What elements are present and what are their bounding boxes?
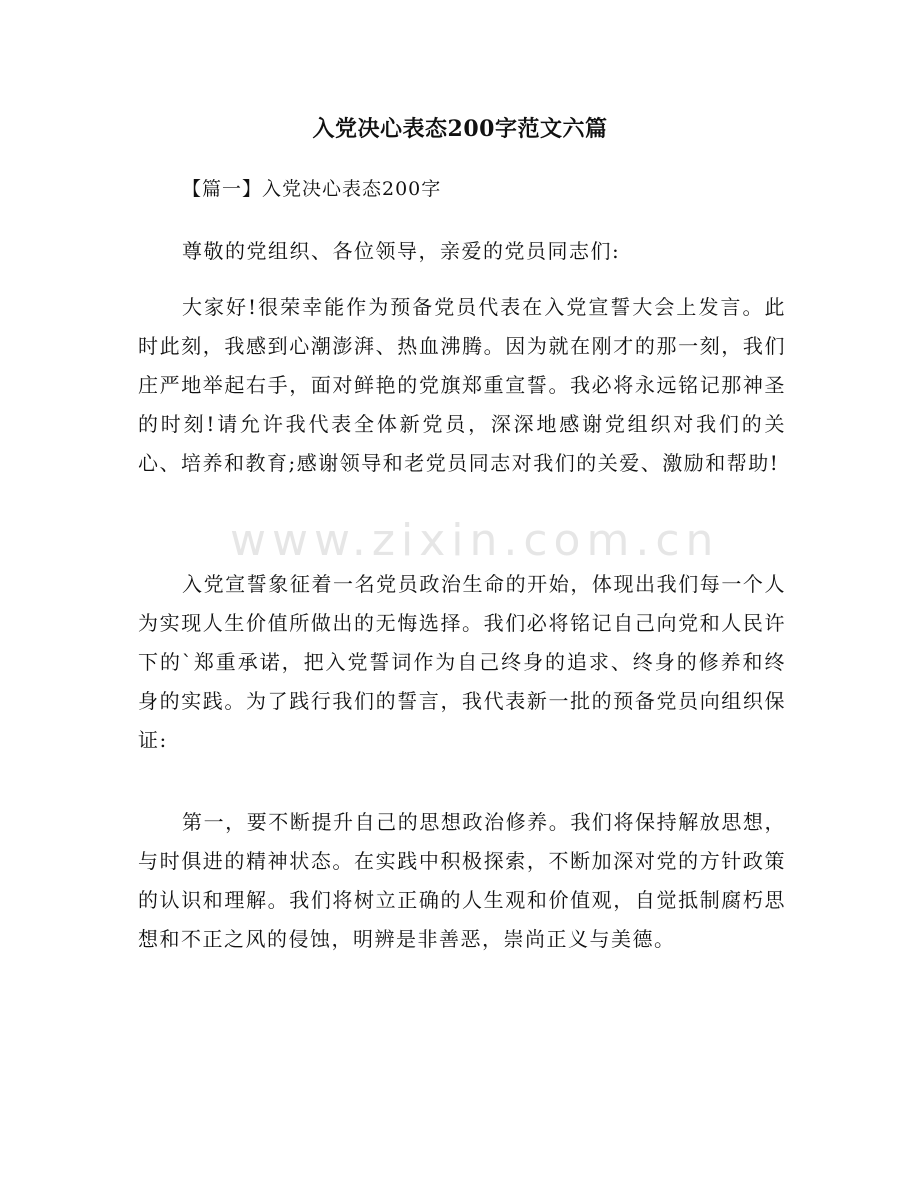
- body-paragraph: 入党宣誓象征着一名党员政治生命的开始，体现出我们每一个人为实现人生价值所做出的无悔选择。我们必将铭记自己向党和人民许下的`郑重承诺，把入党誓词作为自己终身的追求、终身的修养和终身的实践。为了践行我们的誓言，我代表新一批的预备党员向组织保证:: [138, 572, 786, 752]
- watermark: www.zixin.com.cn: [230, 515, 720, 566]
- body-paragraph: 第一，要不断提升自己的思想政治修养。我们将保持解放思想，与时俱进的精神状态。在实践中积极探索，不断加深对党的方针政策的认识和理解。我们将树立正确的人生观和价值观，自觉抵制腐朽思想和不正之风的侵蚀，明辨是非善恶，崇尚正义与美德。: [138, 810, 786, 951]
- greeting-paragraph: 尊敬的党组织、各位领导，亲爱的党员同志们:: [182, 239, 621, 263]
- section-heading: 【篇一】入党决心表态200字: [182, 178, 442, 200]
- body-paragraph: 大家好!很荣幸能作为预备党员代表在入党宣誓大会上发言。此时此刻，我感到心潮澎湃、热血沸腾。因为就在刚才的那一刻，我们庄严地举起右手，面对鲜艳的党旗郑重宣誓。我必将永远铭记那神圣的时刻!请允许我代表全体新党员，深深地感谢党组织对我们的关心、培养和教育;感谢领导和老党员同志对我们的关爱、激励和帮助!: [138, 295, 786, 475]
- document-title: 入党决心表态200字范文六篇: [312, 116, 608, 142]
